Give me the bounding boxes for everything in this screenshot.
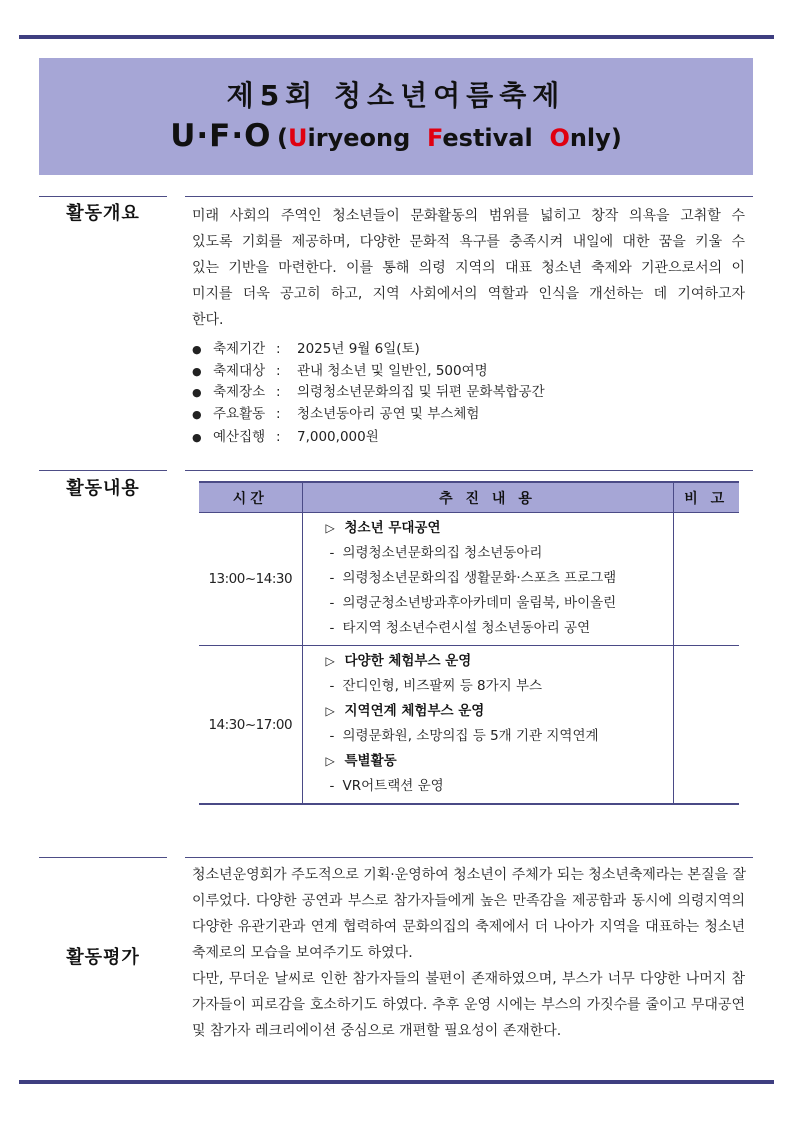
program-detail bbox=[303, 566, 673, 591]
time-cell: 13:00~14:30 bbox=[199, 513, 302, 646]
column-header-content: 추 진 내 용 bbox=[302, 482, 673, 513]
word-rest-o: nly bbox=[569, 124, 611, 152]
triangle-right-icon: ▷ bbox=[325, 521, 335, 535]
dash-marker: - bbox=[329, 728, 335, 744]
program-detail-text: 잔디인형, 비즈팔찌 등 8가지 부스 bbox=[342, 678, 543, 694]
paragraph-line: 한다. bbox=[192, 312, 224, 328]
red-letter-f: F bbox=[426, 124, 443, 152]
item-value: 의령청소년문화의집 및 뒤편 문화복합공간 bbox=[297, 384, 545, 401]
list-item bbox=[192, 339, 752, 361]
program-detail bbox=[303, 616, 673, 641]
paragraph-line: 청소년운영회가 주도적으로 기획·운영하여 청소년이 주체가 되는 청소년축제라는 본질을 잘 bbox=[192, 867, 746, 883]
triangle-right-icon: ▷ bbox=[325, 754, 335, 768]
column-header-note: 비 고 bbox=[673, 482, 739, 513]
item-label: 축제대상 bbox=[213, 362, 266, 379]
paren-open: ( bbox=[277, 124, 289, 152]
table-row bbox=[199, 513, 739, 646]
evaluation-paragraph bbox=[192, 862, 745, 1044]
item-label: 축제장소 bbox=[213, 384, 266, 401]
overview-content-rule bbox=[185, 196, 753, 197]
overview-paragraph bbox=[192, 203, 745, 333]
list-item bbox=[192, 427, 752, 449]
item-label: 축제기간 bbox=[213, 341, 266, 357]
bullet-icon: ● bbox=[192, 364, 202, 378]
event-subtitle bbox=[39, 116, 753, 161]
program-detail-text: 의령군청소년방과후아카데미 울림북, 바이올린 bbox=[342, 595, 617, 611]
program-detail-text: 의령문화원, 소망의집 등 5개 기관 지역연계 bbox=[342, 728, 599, 744]
table-row bbox=[199, 646, 739, 805]
content-cell bbox=[302, 646, 673, 805]
list-item bbox=[192, 404, 752, 426]
paragraph-line: 이루었다. 다양한 공연과 부스로 참가자들에게 높은 만족감을 제공함과 동시에 의령지역의 bbox=[192, 893, 745, 909]
dash-marker: - bbox=[329, 595, 335, 611]
dash-marker: - bbox=[329, 778, 335, 794]
program-detail-text: 의령청소년문화의집 청소년동아리 bbox=[342, 545, 543, 561]
triangle-right-icon: ▷ bbox=[325, 704, 335, 718]
note-cell bbox=[673, 646, 739, 805]
word-rest-u: iryeong bbox=[307, 124, 427, 152]
dash-marker: - bbox=[329, 620, 335, 636]
dash-marker: - bbox=[329, 678, 335, 694]
program-detail bbox=[303, 724, 673, 749]
item-value: 2025년 9월 6일(토) bbox=[297, 341, 420, 357]
program-heading-text: 지역연계 체험부스 운영 bbox=[344, 703, 485, 719]
event-title: 제5회 청소년여름축제 bbox=[226, 79, 566, 112]
item-colon: : bbox=[276, 341, 281, 357]
program-heading bbox=[303, 649, 673, 674]
program-heading-text: 특별활동 bbox=[344, 753, 397, 769]
evaluation-content-rule bbox=[185, 857, 753, 858]
activity-schedule-table bbox=[199, 481, 739, 805]
list-item bbox=[192, 361, 752, 383]
item-value: 7,000,000원 bbox=[297, 429, 379, 446]
bottom-rule bbox=[19, 1080, 774, 1084]
item-colon: : bbox=[276, 384, 281, 401]
section-label-evaluation: 활동평가 bbox=[66, 947, 140, 968]
program-detail bbox=[303, 591, 673, 616]
item-label: 예산집행 bbox=[213, 429, 266, 446]
program-detail bbox=[303, 674, 673, 699]
program-detail bbox=[303, 541, 673, 566]
program-detail-text: VR어트랙션 운영 bbox=[342, 778, 444, 794]
table-header-row bbox=[199, 482, 739, 513]
red-letter-u: U bbox=[288, 124, 308, 152]
paragraph-line: 및 참가자 레크리에이션 중심으로 개편할 필요성이 존재한다. bbox=[192, 1023, 562, 1039]
overview-label-rule bbox=[39, 196, 167, 197]
program-heading bbox=[303, 699, 673, 724]
content-cell bbox=[302, 513, 673, 646]
column-header-time: 시간 bbox=[199, 482, 302, 513]
item-label: 주요활동 bbox=[213, 405, 266, 422]
top-rule bbox=[19, 35, 774, 39]
paragraph-line: 다양한 유관기관과 연계 협력하여 문화의집의 축제에서 더 나아가 지역을 대표하는 청소년 bbox=[192, 919, 745, 935]
paragraph-line: 미래 사회의 주역인 청소년들이 문화활동의 범위를 넓히고 창작 의욕을 고취할 수 bbox=[192, 208, 745, 224]
paragraph-line: 미지를 더욱 공고히 하고, 지역 사회에서의 역할과 인식을 개선하는 데 기여하고자 bbox=[192, 286, 745, 302]
note-cell bbox=[673, 513, 739, 646]
program-detail-text: 의령청소년문화의집 생활문화·스포츠 프로그램 bbox=[342, 570, 617, 586]
item-colon: : bbox=[276, 405, 281, 422]
item-value: 청소년동아리 공연 및 부스체험 bbox=[297, 405, 480, 422]
item-value: 관내 청소년 및 일반인, 500여명 bbox=[297, 362, 488, 379]
paragraph-line: 다만, 무더운 날씨로 인한 참가자들의 불편이 존재하였으며, 부스가 너무 다양한 나머지 참 bbox=[192, 971, 745, 987]
program-heading-text: 청소년 무대공연 bbox=[344, 520, 441, 536]
ufo-acronym: U·F·O bbox=[170, 118, 272, 154]
paragraph-line: 있도록 기회를 제공하며, 다양한 문화적 욕구를 충족시켜 내일에 대한 꿈을 키울 수 bbox=[192, 234, 745, 250]
program-heading-text: 다양한 체험부스 운영 bbox=[344, 653, 472, 669]
paren-close: ) bbox=[610, 124, 622, 152]
program-detail-text: 타지역 청소년수련시설 청소년동아리 공연 bbox=[342, 620, 591, 636]
evaluation-label-rule bbox=[39, 857, 167, 858]
overview-bullet-list bbox=[192, 339, 752, 449]
program-detail bbox=[303, 774, 673, 799]
bullet-icon: ● bbox=[192, 386, 202, 400]
section-label-overview: 활동개요 bbox=[66, 203, 140, 224]
time-cell: 14:30~17:00 bbox=[199, 646, 302, 805]
title-banner bbox=[39, 58, 753, 175]
activities-content-rule bbox=[185, 470, 753, 471]
triangle-right-icon: ▷ bbox=[325, 654, 335, 668]
dash-marker: - bbox=[329, 545, 335, 561]
paragraph-line: 가자들이 피로감을 호소하기도 하였다. 추후 운영 시에는 부스의 가짓수를 줄이고 무대공연 bbox=[192, 997, 745, 1013]
activities-label-rule bbox=[39, 470, 167, 471]
bullet-icon: ● bbox=[192, 407, 202, 421]
bullet-icon: ● bbox=[192, 431, 202, 445]
word-rest-f: estival bbox=[442, 124, 550, 152]
paragraph-line: 있는 기반을 마련한다. 이를 통해 의령 지역의 대표 청소년 축제와 기관으로서의 이 bbox=[192, 260, 745, 276]
red-letter-o: O bbox=[549, 124, 570, 152]
dash-marker: - bbox=[329, 570, 335, 586]
program-heading bbox=[303, 749, 673, 774]
program-heading bbox=[303, 516, 673, 541]
bullet-icon: ● bbox=[192, 343, 202, 356]
ufo-expansion bbox=[277, 124, 622, 152]
section-label-activities: 활동내용 bbox=[66, 478, 140, 499]
list-item bbox=[192, 382, 752, 404]
item-colon: : bbox=[276, 429, 281, 446]
item-colon: : bbox=[276, 362, 281, 379]
paragraph-line: 축제로의 모습을 보여주기도 하였다. bbox=[192, 945, 413, 961]
